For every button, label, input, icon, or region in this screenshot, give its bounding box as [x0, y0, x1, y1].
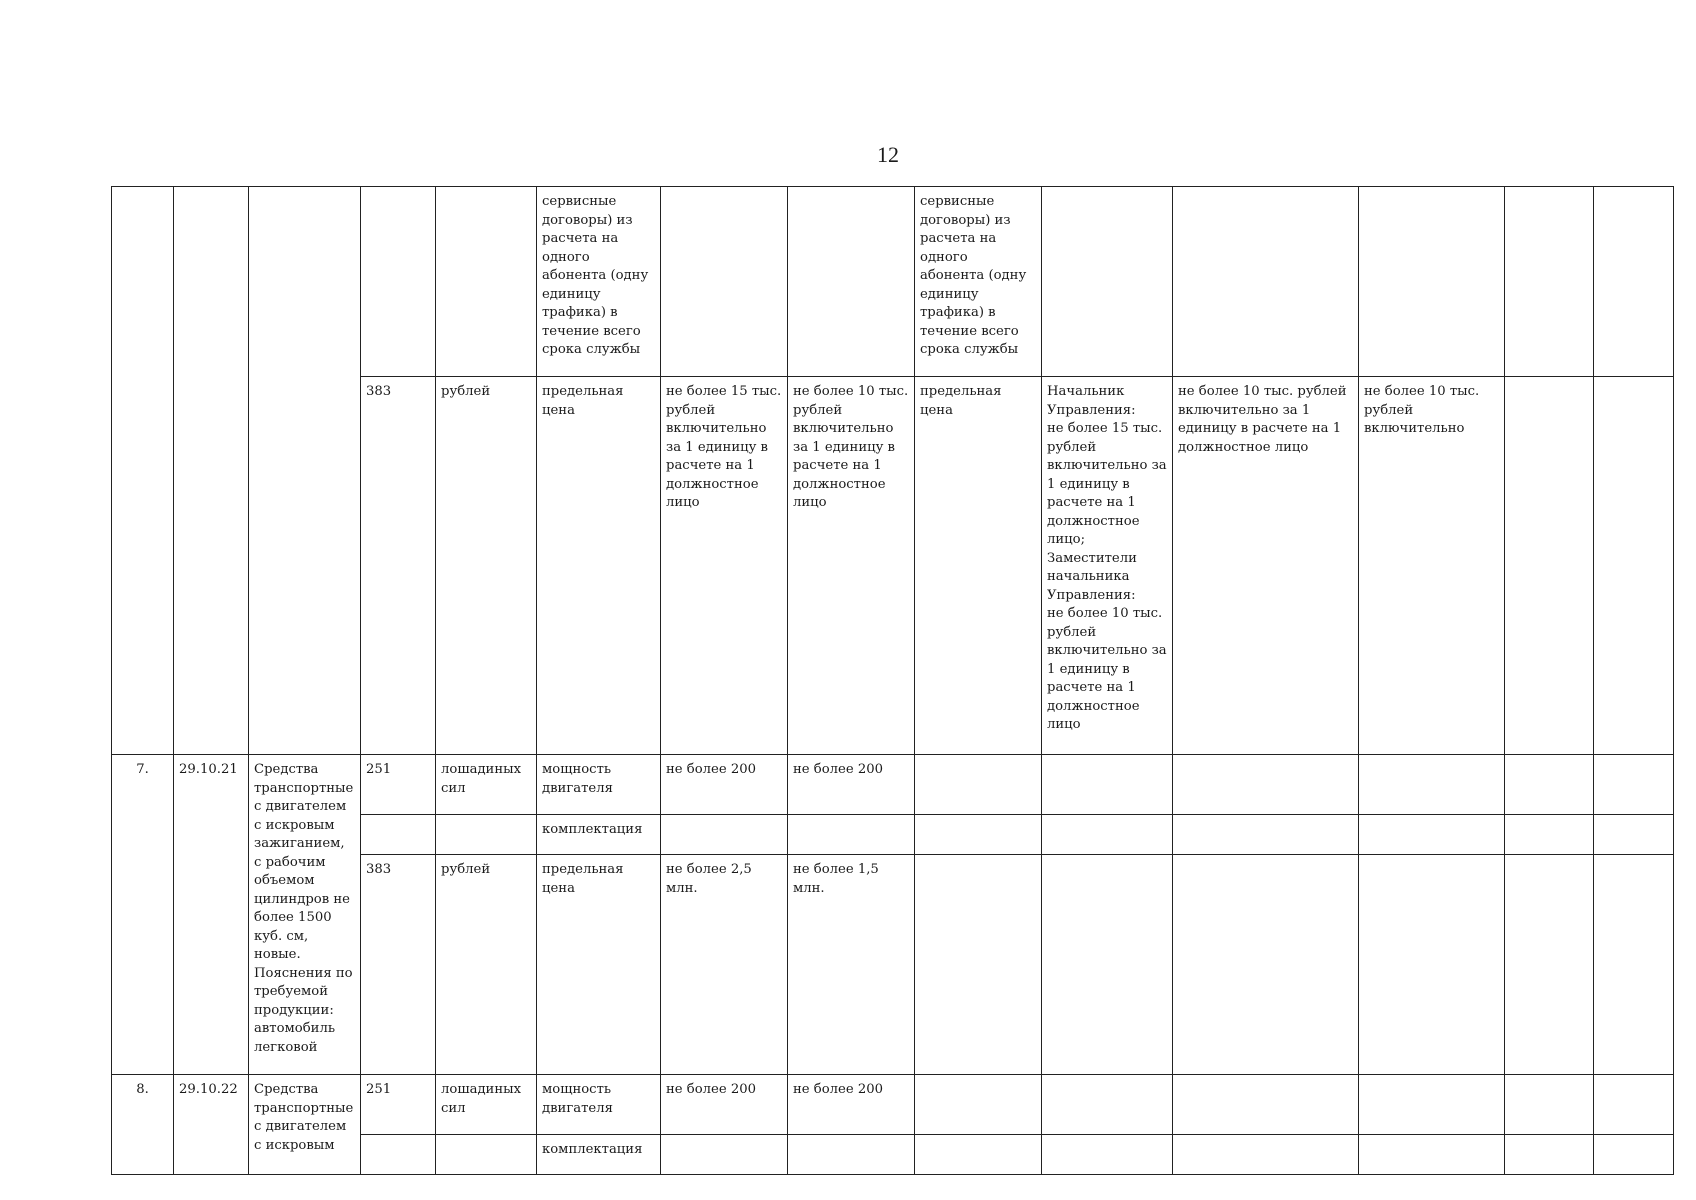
cell-value: [915, 1075, 1042, 1135]
cell-value: [1359, 815, 1505, 855]
cell-value: [1042, 187, 1173, 377]
cell-unit: лошадиных сил: [436, 755, 537, 815]
cell-value: [1594, 1135, 1674, 1175]
table-row: [112, 1075, 1674, 1135]
cell-value: [915, 755, 1042, 815]
cell-value: [1042, 855, 1173, 1075]
cell-value: [1173, 855, 1359, 1075]
cell-code: [361, 187, 436, 377]
cell-char: комплектация: [537, 1135, 661, 1175]
cell-value: [1042, 1075, 1173, 1135]
cell-value: не более 200: [661, 1075, 788, 1135]
cell-value: [1173, 755, 1359, 815]
cell-code: 251: [361, 1075, 436, 1135]
cell-unit: рублей: [436, 855, 537, 1075]
cell-unit: рублей: [436, 377, 537, 755]
cell-value: [1173, 1075, 1359, 1135]
cell-value: [1505, 815, 1594, 855]
cell-value: [915, 1135, 1042, 1175]
cell-value: [1594, 855, 1674, 1075]
cell-num: 7.: [112, 755, 174, 1075]
cell-value: [1359, 1075, 1505, 1135]
cell-value: [915, 815, 1042, 855]
cell-code: [361, 815, 436, 855]
cell-value: не более 10 тыс. рублей включительно за 1 единицу в расчете на 1 должностное лицо: [1173, 377, 1359, 755]
requirements-table: [111, 186, 1674, 1175]
cell-value: [1594, 815, 1674, 855]
cell-okpd: [174, 187, 249, 755]
cell-value: [1505, 855, 1594, 1075]
cell-value: [788, 815, 915, 855]
cell-value: [788, 1135, 915, 1175]
cell-okpd: 29.10.21: [174, 755, 249, 1075]
cell-value: не более 10 тыс. рублей включительно за 1 единицу в расчете на 1 должностное лицо: [788, 377, 915, 755]
cell-char: мощность двигателя: [537, 1075, 661, 1135]
cell-value: не более 2,5 млн.: [661, 855, 788, 1075]
cell-value: [661, 815, 788, 855]
cell-char: мощность двигателя: [537, 755, 661, 815]
cell-unit: [436, 187, 537, 377]
cell-value: [1505, 1135, 1594, 1175]
cell-num: [112, 187, 174, 755]
cell-value: [1505, 755, 1594, 815]
cell-unit: [436, 1135, 537, 1175]
cell-char: предельная цена: [915, 377, 1042, 755]
cell-value: [1042, 815, 1173, 855]
cell-unit: [436, 815, 537, 855]
cell-code: [361, 1135, 436, 1175]
cell-value: не более 200: [788, 755, 915, 815]
cell-char: предельная цена: [537, 377, 661, 755]
cell-value: не более 200: [788, 1075, 915, 1135]
cell-value: [788, 187, 915, 377]
cell-value: [915, 855, 1042, 1075]
cell-value: не более 15 тыс. рублей включительно за 1 единицу в расчете на 1 должностное лицо: [661, 377, 788, 755]
cell-value: Начальник Управления: не более 15 тыс. рублей включительно за 1 единицу в расчете на 1 должностное лицо; Заместители начальника Управления: не более 10 тыс. рублей включительно за 1 единицу в расчете на 1 должностное лицо: [1042, 377, 1173, 755]
cell-code: 383: [361, 855, 436, 1075]
cell-char: комплектация: [537, 815, 661, 855]
cell-char: сервисные договоры) из расчета на одного абонента (одну единицу трафика) в течение всего срока службы: [537, 187, 661, 377]
table-row: [112, 755, 1674, 815]
cell-num: 8.: [112, 1075, 174, 1175]
cell-value: не более 10 тыс. рублей включительно: [1359, 377, 1505, 755]
cell-value: [1173, 1135, 1359, 1175]
cell-value: [1359, 755, 1505, 815]
cell-value: [1594, 377, 1674, 755]
cell-value: не более 1,5 млн.: [788, 855, 915, 1075]
cell-value: [1042, 755, 1173, 815]
cell-value: [1594, 1075, 1674, 1135]
cell-unit: лошадиных сил: [436, 1075, 537, 1135]
cell-name: Средства транспортные с двигателем с искровым зажиганием, с рабочим объемом цилиндров не более 1500 куб. см, новые. Пояснения по требуемой продукции: автомобиль легковой: [249, 755, 361, 1075]
cell-value: [1173, 187, 1359, 377]
cell-value: [1359, 187, 1505, 377]
cell-value: [1042, 1135, 1173, 1175]
cell-value: [1359, 1135, 1505, 1175]
cell-value: [1505, 1075, 1594, 1135]
cell-char: предельная цена: [537, 855, 661, 1075]
cell-value: [1505, 377, 1594, 755]
cell-char: сервисные договоры) из расчета на одного абонента (одну единицу трафика) в течение всего срока службы: [915, 187, 1042, 377]
cell-value: [661, 1135, 788, 1175]
cell-value: [1359, 855, 1505, 1075]
cell-value: не более 200: [661, 755, 788, 815]
cell-value: [1505, 187, 1594, 377]
table-row: [112, 187, 1674, 377]
cell-value: [1173, 815, 1359, 855]
page-number: 12: [877, 142, 899, 167]
cell-code: 383: [361, 377, 436, 755]
cell-name: Средства транспортные с двигателем с искровым: [249, 1075, 361, 1175]
cell-name: [249, 187, 361, 755]
cell-okpd: 29.10.22: [174, 1075, 249, 1175]
cell-value: [1594, 755, 1674, 815]
cell-code: 251: [361, 755, 436, 815]
cell-value: [1594, 187, 1674, 377]
cell-value: [661, 187, 788, 377]
